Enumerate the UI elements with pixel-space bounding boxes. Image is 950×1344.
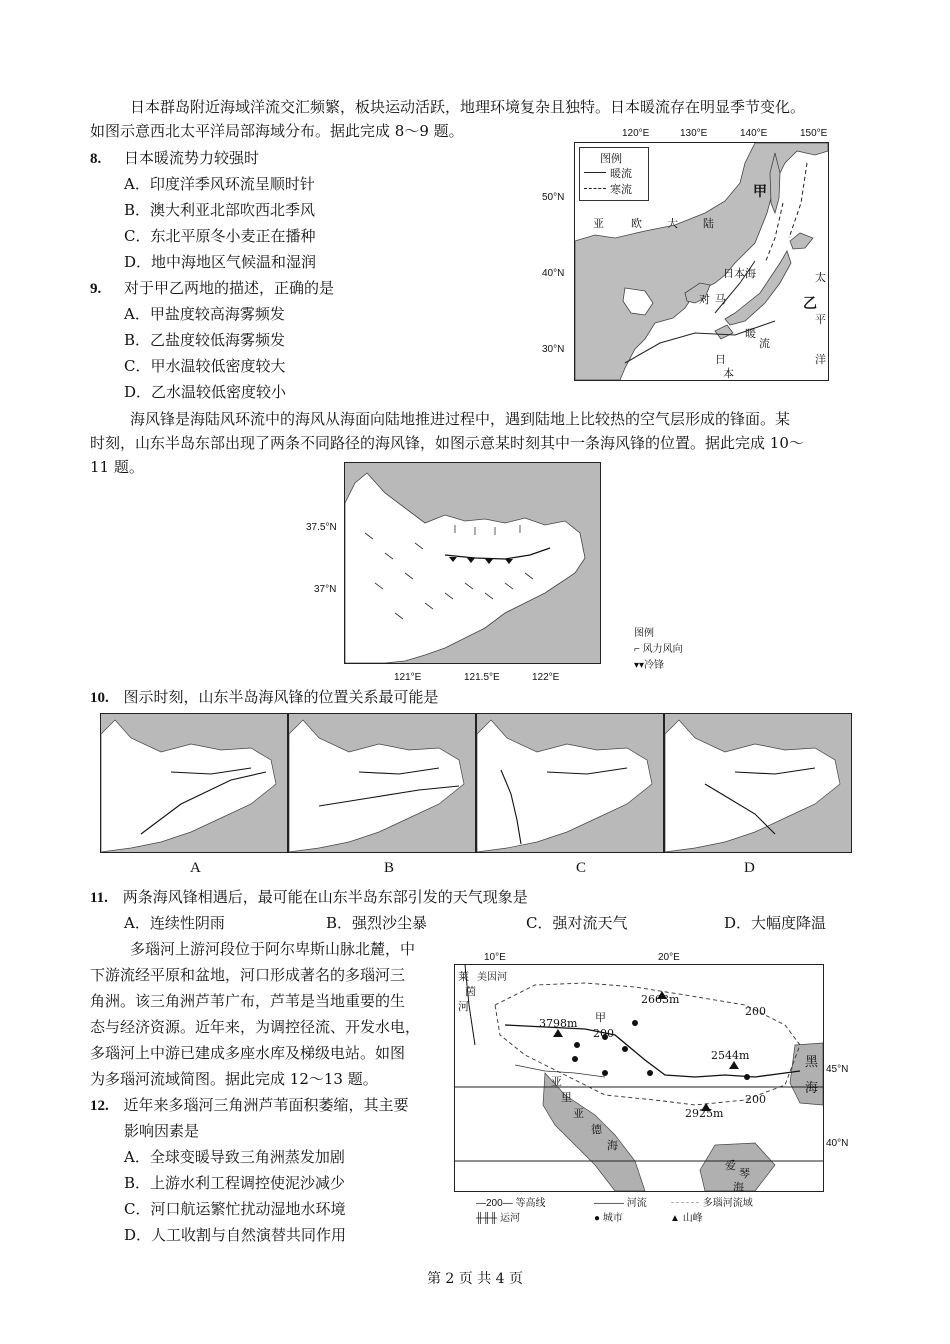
intro-12-13-line3: 角洲。该三角洲芦苇广布，芦苇是当地重要的生 xyxy=(90,992,406,1010)
option-9b: B．乙盐度较低海雾频发 xyxy=(124,331,286,349)
intro-12-13-line1: 多瑙河上游河段位于阿尔卑斯山脉北麓，中 xyxy=(130,940,416,958)
option-11d: D．大幅度降温 xyxy=(724,914,827,932)
question-number: 8. xyxy=(90,151,102,167)
adriatic-char: 亚 xyxy=(573,1107,584,1120)
legend-warm: 暖流 xyxy=(610,167,632,180)
contour-label: 200 xyxy=(745,1005,766,1018)
cold-current-line xyxy=(584,188,606,189)
option-11b: B．强烈沙尘暴 xyxy=(326,914,428,932)
legend-river-text: 河流 xyxy=(626,1198,647,1209)
question-9 xyxy=(90,277,334,300)
point-jia-label: 甲 xyxy=(595,1011,606,1024)
question-12 xyxy=(90,1094,409,1117)
aegean-char: 海 xyxy=(733,1181,744,1192)
lon-label: 121.5°E xyxy=(464,672,500,683)
continent-char: 陆 xyxy=(703,217,714,230)
danube-basin-map xyxy=(452,952,862,1228)
legend-front-text: 冷锋 xyxy=(644,660,665,671)
sea-breeze-front-map xyxy=(300,460,700,688)
northwest-pacific-map xyxy=(530,126,840,384)
legend-basin: ╌╌╌ 多瑙河流域 xyxy=(670,1198,753,1209)
adriatic-char: 亚 xyxy=(551,1075,562,1088)
aegean-char: 爱 xyxy=(725,1159,736,1172)
option-8d: D．地中海地区气候温和湿润 xyxy=(124,253,317,271)
question-11 xyxy=(90,886,528,909)
option-10a-svg xyxy=(101,714,287,852)
legend-title: 图例 xyxy=(600,152,622,165)
legend-basin-text: 多瑙河流域 xyxy=(702,1198,753,1209)
option-10d-svg xyxy=(665,714,851,852)
legend-peak-text: 山峰 xyxy=(682,1213,703,1224)
option-9a: A．甲盐度较高海雾频发 xyxy=(124,305,285,323)
option-9c: C．甲水温较低密度较大 xyxy=(124,357,286,375)
continent-char: 大 xyxy=(667,217,678,230)
continent-char: 欧 xyxy=(631,217,642,230)
legend-wind: ⌐ 风力风向 xyxy=(634,644,683,655)
kuroshio-char: 日 xyxy=(715,353,726,366)
rhine-char: 茵 xyxy=(465,985,476,998)
legend-canal-text: 运河 xyxy=(500,1213,521,1224)
option-10c-svg xyxy=(477,714,663,852)
intro-10-11-line3: 11 题。 xyxy=(90,458,144,476)
legend-peak: ▲ 山峰 xyxy=(670,1213,703,1224)
warm-current-line xyxy=(584,172,606,173)
lon-label: 150°E xyxy=(800,128,828,139)
intro-12-13-line5: 多瑙河上中游已建成多座水库及梯级电站。如图 xyxy=(90,1044,406,1062)
legend-front: ▾▾冷锋 xyxy=(634,660,665,671)
lat-label: 37°N xyxy=(314,584,337,595)
legend-canal: ╫╫╫ 运河 xyxy=(476,1213,521,1224)
lon-label: 121°E xyxy=(394,672,422,683)
option-10a-caption: A xyxy=(190,860,201,876)
intro-12-13-line6: 为多瑙河流域简图。据此完成 12～13 题。 xyxy=(90,1070,378,1088)
intro-12-13-line4: 态与经济资源。近年来，为调控径流、开发水电， xyxy=(90,1018,421,1036)
option-12a: A．全球变暖导致三角洲蒸发加剧 xyxy=(124,1148,345,1166)
legend-contour: —200— 等高线 xyxy=(476,1198,546,1209)
peak-label: 2925m xyxy=(685,1107,724,1120)
lat-label: 50°N xyxy=(542,192,565,203)
rhine-char: 莱 xyxy=(458,970,469,983)
question-stem: 对于甲乙两地的描述，正确的是 xyxy=(124,279,335,297)
lon-label: 122°E xyxy=(532,672,560,683)
option-12d: D．人工收割与自然演替共同作用 xyxy=(124,1226,347,1244)
option-10c-map xyxy=(476,713,664,853)
map3-legend xyxy=(476,1194,836,1226)
option-11a: A．连续性阴雨 xyxy=(124,914,225,932)
pacific-char: 太 xyxy=(815,271,826,284)
question-stem: 两条海风锋相遇后，最可能在山东半岛东部引发的天气现象是 xyxy=(122,888,528,906)
intro-8-9-line2: 如图示意西北太平洋局部海域分布。据此完成 8～9 题。 xyxy=(90,122,464,140)
map2-land-svg xyxy=(345,463,600,663)
kuroshio-char: 流 xyxy=(759,337,770,350)
question-8 xyxy=(90,147,259,170)
lon-label: 120°E xyxy=(622,128,650,139)
question-number: 9. xyxy=(90,281,102,297)
contour-label: 200 xyxy=(745,1093,766,1106)
kuroshio-char: 本 xyxy=(723,367,734,380)
adriatic-char: 里 xyxy=(561,1091,572,1104)
question-number: 12. xyxy=(90,1098,109,1114)
main-river-label: 美因河 xyxy=(477,972,507,983)
option-10b-svg xyxy=(289,714,475,852)
lat-label: 37.5°N xyxy=(306,522,337,533)
option-10d-caption: D xyxy=(744,860,755,876)
peak-label: 2544m xyxy=(711,1049,750,1062)
continent-char: 亚 xyxy=(593,217,604,230)
option-10b-map xyxy=(288,713,476,853)
question-stem: 近年来多瑙河三角洲芦苇面积萎缩，其主要 xyxy=(123,1096,409,1114)
tsushima-char: 马 xyxy=(715,293,726,306)
map3-frame xyxy=(454,964,824,1192)
intro-8-9-line1: 日本群岛附近海域洋流交汇频繁，板块运动活跃，地理环境复杂且独特。日本暖流存在明显季节变化。 xyxy=(130,98,806,116)
legend-wind-text: 风力风向 xyxy=(642,644,683,655)
legend-contour-value: 200 xyxy=(486,1198,503,1209)
map1-frame xyxy=(574,142,829,381)
map3-svg xyxy=(455,965,823,1191)
legend-city-text: 城市 xyxy=(602,1213,623,1224)
lat-label: 45°N xyxy=(826,1064,849,1075)
contour-label: 200 xyxy=(593,1027,614,1040)
option-10d-map xyxy=(664,713,852,853)
option-9d: D．乙水温较低密度较小 xyxy=(124,383,287,401)
legend-city: ● 城市 xyxy=(594,1213,623,1224)
option-10c-caption: C xyxy=(576,860,587,876)
lat-label: 40°N xyxy=(826,1138,849,1149)
rhine-char: 河 xyxy=(458,1000,469,1013)
question-12-stem-cont: 影响因素是 xyxy=(124,1122,200,1140)
legend-river: ——— 河流 xyxy=(594,1198,647,1209)
option-8b: B．澳大利亚北部吹西北季风 xyxy=(124,201,316,219)
peak-label: 2663m xyxy=(641,993,680,1006)
question-stem: 图示时刻，山东半岛海风锋的位置关系最可能是 xyxy=(123,688,439,706)
kuroshio-char: 暖 xyxy=(745,327,756,340)
sea-of-japan-label: 日本海 xyxy=(723,267,756,280)
pacific-char: 洋 xyxy=(815,353,826,366)
legend-cold: 寒流 xyxy=(610,183,632,196)
legend-contour-text: 等高线 xyxy=(515,1198,546,1209)
option-8a: A．印度洋季风环流呈顺时针 xyxy=(124,175,315,193)
lon-label: 130°E xyxy=(680,128,708,139)
lon-label: 20°E xyxy=(658,952,680,963)
peak-label: 3798m xyxy=(539,1017,578,1030)
question-number: 11. xyxy=(90,890,108,906)
question-stem: 日本暖流势力较强时 xyxy=(124,149,260,167)
intro-12-13-line2: 下游流经平原和盆地，河口形成著名的多瑙河三 xyxy=(90,966,406,984)
adriatic-char: 海 xyxy=(607,1139,618,1152)
tsushima-char: 对 xyxy=(699,293,710,306)
option-12b: B．上游水利工程调控使泥沙减少 xyxy=(124,1174,346,1192)
question-number: 10. xyxy=(90,690,109,706)
option-11c: C．强对流天气 xyxy=(526,914,628,932)
option-8c: C．东北平原冬小麦正在播种 xyxy=(124,227,316,245)
aegean-char: 琴 xyxy=(739,1167,750,1180)
black-sea-char: 黑 xyxy=(805,1055,819,1070)
lon-label: 10°E xyxy=(484,952,506,963)
lat-label: 30°N xyxy=(542,344,565,355)
black-sea-char: 海 xyxy=(805,1081,819,1096)
page-footer: 第 2 页 共 4 页 xyxy=(426,1271,524,1287)
legend-title: 图例 xyxy=(634,628,654,639)
adriatic-char: 德 xyxy=(591,1123,602,1136)
option-12c: C．河口航运繁忙扰动湿地水环境 xyxy=(124,1200,346,1218)
map1-legend xyxy=(579,147,649,201)
lat-label: 40°N xyxy=(542,268,565,279)
point-jia-label: 甲 xyxy=(753,184,767,200)
option-10a-map xyxy=(100,713,288,853)
pacific-char: 平 xyxy=(815,313,826,326)
point-yi-label: 乙 xyxy=(803,296,817,312)
map2-frame xyxy=(344,462,601,664)
intro-10-11-line1: 海风锋是海陆风环流中的海风从海面向陆地推进过程中，遇到陆地上比较热的空气层形成的锋面。某 xyxy=(130,410,791,428)
intro-10-11-line2: 时刻，山东半岛东部出现了两条不同路径的海风锋，如图示意某时刻其中一条海风锋的位置。据此完成 10～ xyxy=(90,434,804,452)
option-10b-caption: B xyxy=(384,860,395,876)
lon-label: 140°E xyxy=(740,128,768,139)
question-10 xyxy=(90,686,439,709)
